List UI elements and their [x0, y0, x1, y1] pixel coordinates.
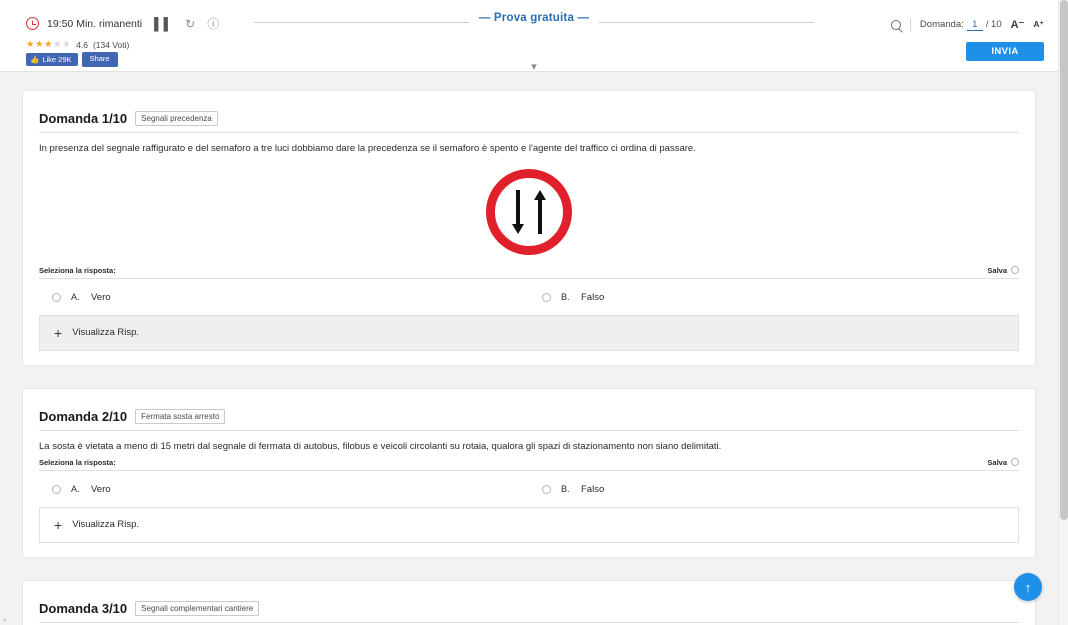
answer-radio-b[interactable] [542, 485, 551, 494]
select-answer-label: Seleziona la risposta: [39, 457, 116, 467]
page-title: — Prova gratuita — [478, 12, 590, 24]
corner-marker: ⌞ [3, 613, 7, 622]
rating-score: 4.6 [76, 39, 88, 50]
scrollbar[interactable] [1058, 0, 1068, 625]
toolbar-right [891, 18, 1044, 31]
answer-text-b: Falso [581, 483, 605, 495]
question-card [22, 388, 1036, 558]
facebook-share-button[interactable]: Share [82, 52, 118, 67]
questions-list [0, 72, 1058, 625]
answer-text-a: Vero [91, 483, 111, 495]
answer-letter-b: B. [561, 484, 570, 495]
save-group[interactable] [987, 266, 1019, 275]
select-answer-row [39, 266, 1019, 279]
scroll-to-top-button[interactable] [1014, 573, 1042, 601]
question-header [39, 601, 1019, 623]
pause-icon[interactable]: ▌▌ [154, 16, 174, 31]
answer-option-a[interactable] [39, 484, 529, 495]
rating-group [26, 39, 129, 50]
answer-radio-a[interactable] [52, 293, 61, 302]
answer-option-b[interactable] [529, 484, 1019, 495]
chevron-down-icon[interactable]: ▾ [531, 61, 537, 73]
question-text: In presenza del segnale raffigurato e del semaforo a tre luci dobbiamo dare la precedenza se il semaforo è spento e l'agente del traffico ci ordina di passare. [39, 143, 696, 154]
rating-votes: (134 Voti) [92, 39, 130, 50]
question-image [39, 158, 1019, 266]
question-title: Domanda 2/10 [39, 408, 128, 424]
question-card [22, 90, 1036, 366]
show-answer-button[interactable] [39, 315, 1019, 351]
save-label: Salva [987, 457, 1007, 467]
answer-options [39, 471, 1019, 507]
search-icon[interactable] [891, 20, 901, 30]
font-increase-button[interactable]: A⁺ [1033, 19, 1044, 29]
top-toolbar [0, 0, 1068, 72]
save-label: Salva [987, 265, 1007, 275]
social-group [26, 52, 118, 67]
answer-letter-b: B. [561, 292, 570, 303]
question-title: Domanda 3/10 [39, 600, 128, 616]
reset-icon[interactable]: ↻ [185, 16, 196, 31]
show-answer-button[interactable] [39, 507, 1019, 543]
arrow-down-icon [514, 190, 522, 234]
answer-radio-b[interactable] [542, 293, 551, 302]
submit-button[interactable]: INVIA [966, 42, 1044, 61]
toolbar-divider [910, 18, 911, 31]
exam-title-wrap [254, 8, 814, 26]
save-radio[interactable] [1011, 266, 1019, 274]
answer-letter-a: A. [71, 484, 80, 495]
plus-icon: + [54, 516, 63, 533]
arrow-up-icon: ↑ [1024, 579, 1032, 595]
select-answer-row [39, 458, 1019, 471]
star-rating: ★★★★★ [26, 39, 72, 50]
answer-text-b: Falso [581, 291, 605, 303]
help-icon[interactable]: ⓘ [207, 16, 220, 31]
show-answer-label: Visualizza Risp. [72, 327, 140, 339]
question-number-input[interactable] [967, 19, 983, 31]
timer-group [26, 17, 219, 30]
save-radio[interactable] [1011, 458, 1019, 466]
question-title: Domanda 1/10 [39, 111, 128, 126]
question-header [39, 111, 1019, 133]
arrow-up-icon [536, 190, 544, 234]
question-tag[interactable]: Segnali precedenza [135, 111, 218, 126]
dare-precedenza-senso-inverso-sign [486, 169, 572, 255]
question-header [39, 409, 1019, 431]
answer-radio-a[interactable] [52, 485, 61, 494]
question-tag[interactable]: Fermata sosta arresto [135, 409, 225, 424]
font-decrease-button[interactable]: A⁻ [1010, 19, 1025, 31]
save-group[interactable] [987, 458, 1019, 467]
thumbs-up-icon: 👍 [30, 54, 40, 64]
facebook-like-label: Like 29K [42, 54, 72, 64]
question-nav [920, 19, 1002, 31]
select-answer-label: Seleziona la risposta: [39, 265, 116, 275]
answer-option-a[interactable] [39, 292, 529, 303]
answer-options [39, 279, 1019, 315]
answer-text-a: Vero [91, 291, 111, 303]
show-answer-label: Visualizza Risp. [72, 519, 140, 531]
timer-text: 19:50 Min. rimanenti [47, 17, 143, 30]
question-nav-label: Domanda: [919, 19, 964, 30]
clock-icon [26, 17, 39, 30]
answer-letter-a: A. [71, 292, 80, 303]
plus-icon: + [54, 324, 63, 341]
answer-option-b[interactable] [529, 292, 1019, 303]
question-text: La sosta è vietata a meno di 15 metri dal segnale di fermata di autobus, filobus e veicoli circolanti su rotaia, qualora gli spazi di stazionamento non siano delimitati. [39, 440, 722, 452]
question-total-label: / 10 [985, 19, 1002, 30]
question-tag[interactable]: Segnali complementari cantiere [135, 601, 259, 616]
facebook-like-button[interactable] [26, 53, 78, 66]
scrollbar-thumb[interactable] [1060, 0, 1068, 520]
question-card [22, 580, 1036, 625]
